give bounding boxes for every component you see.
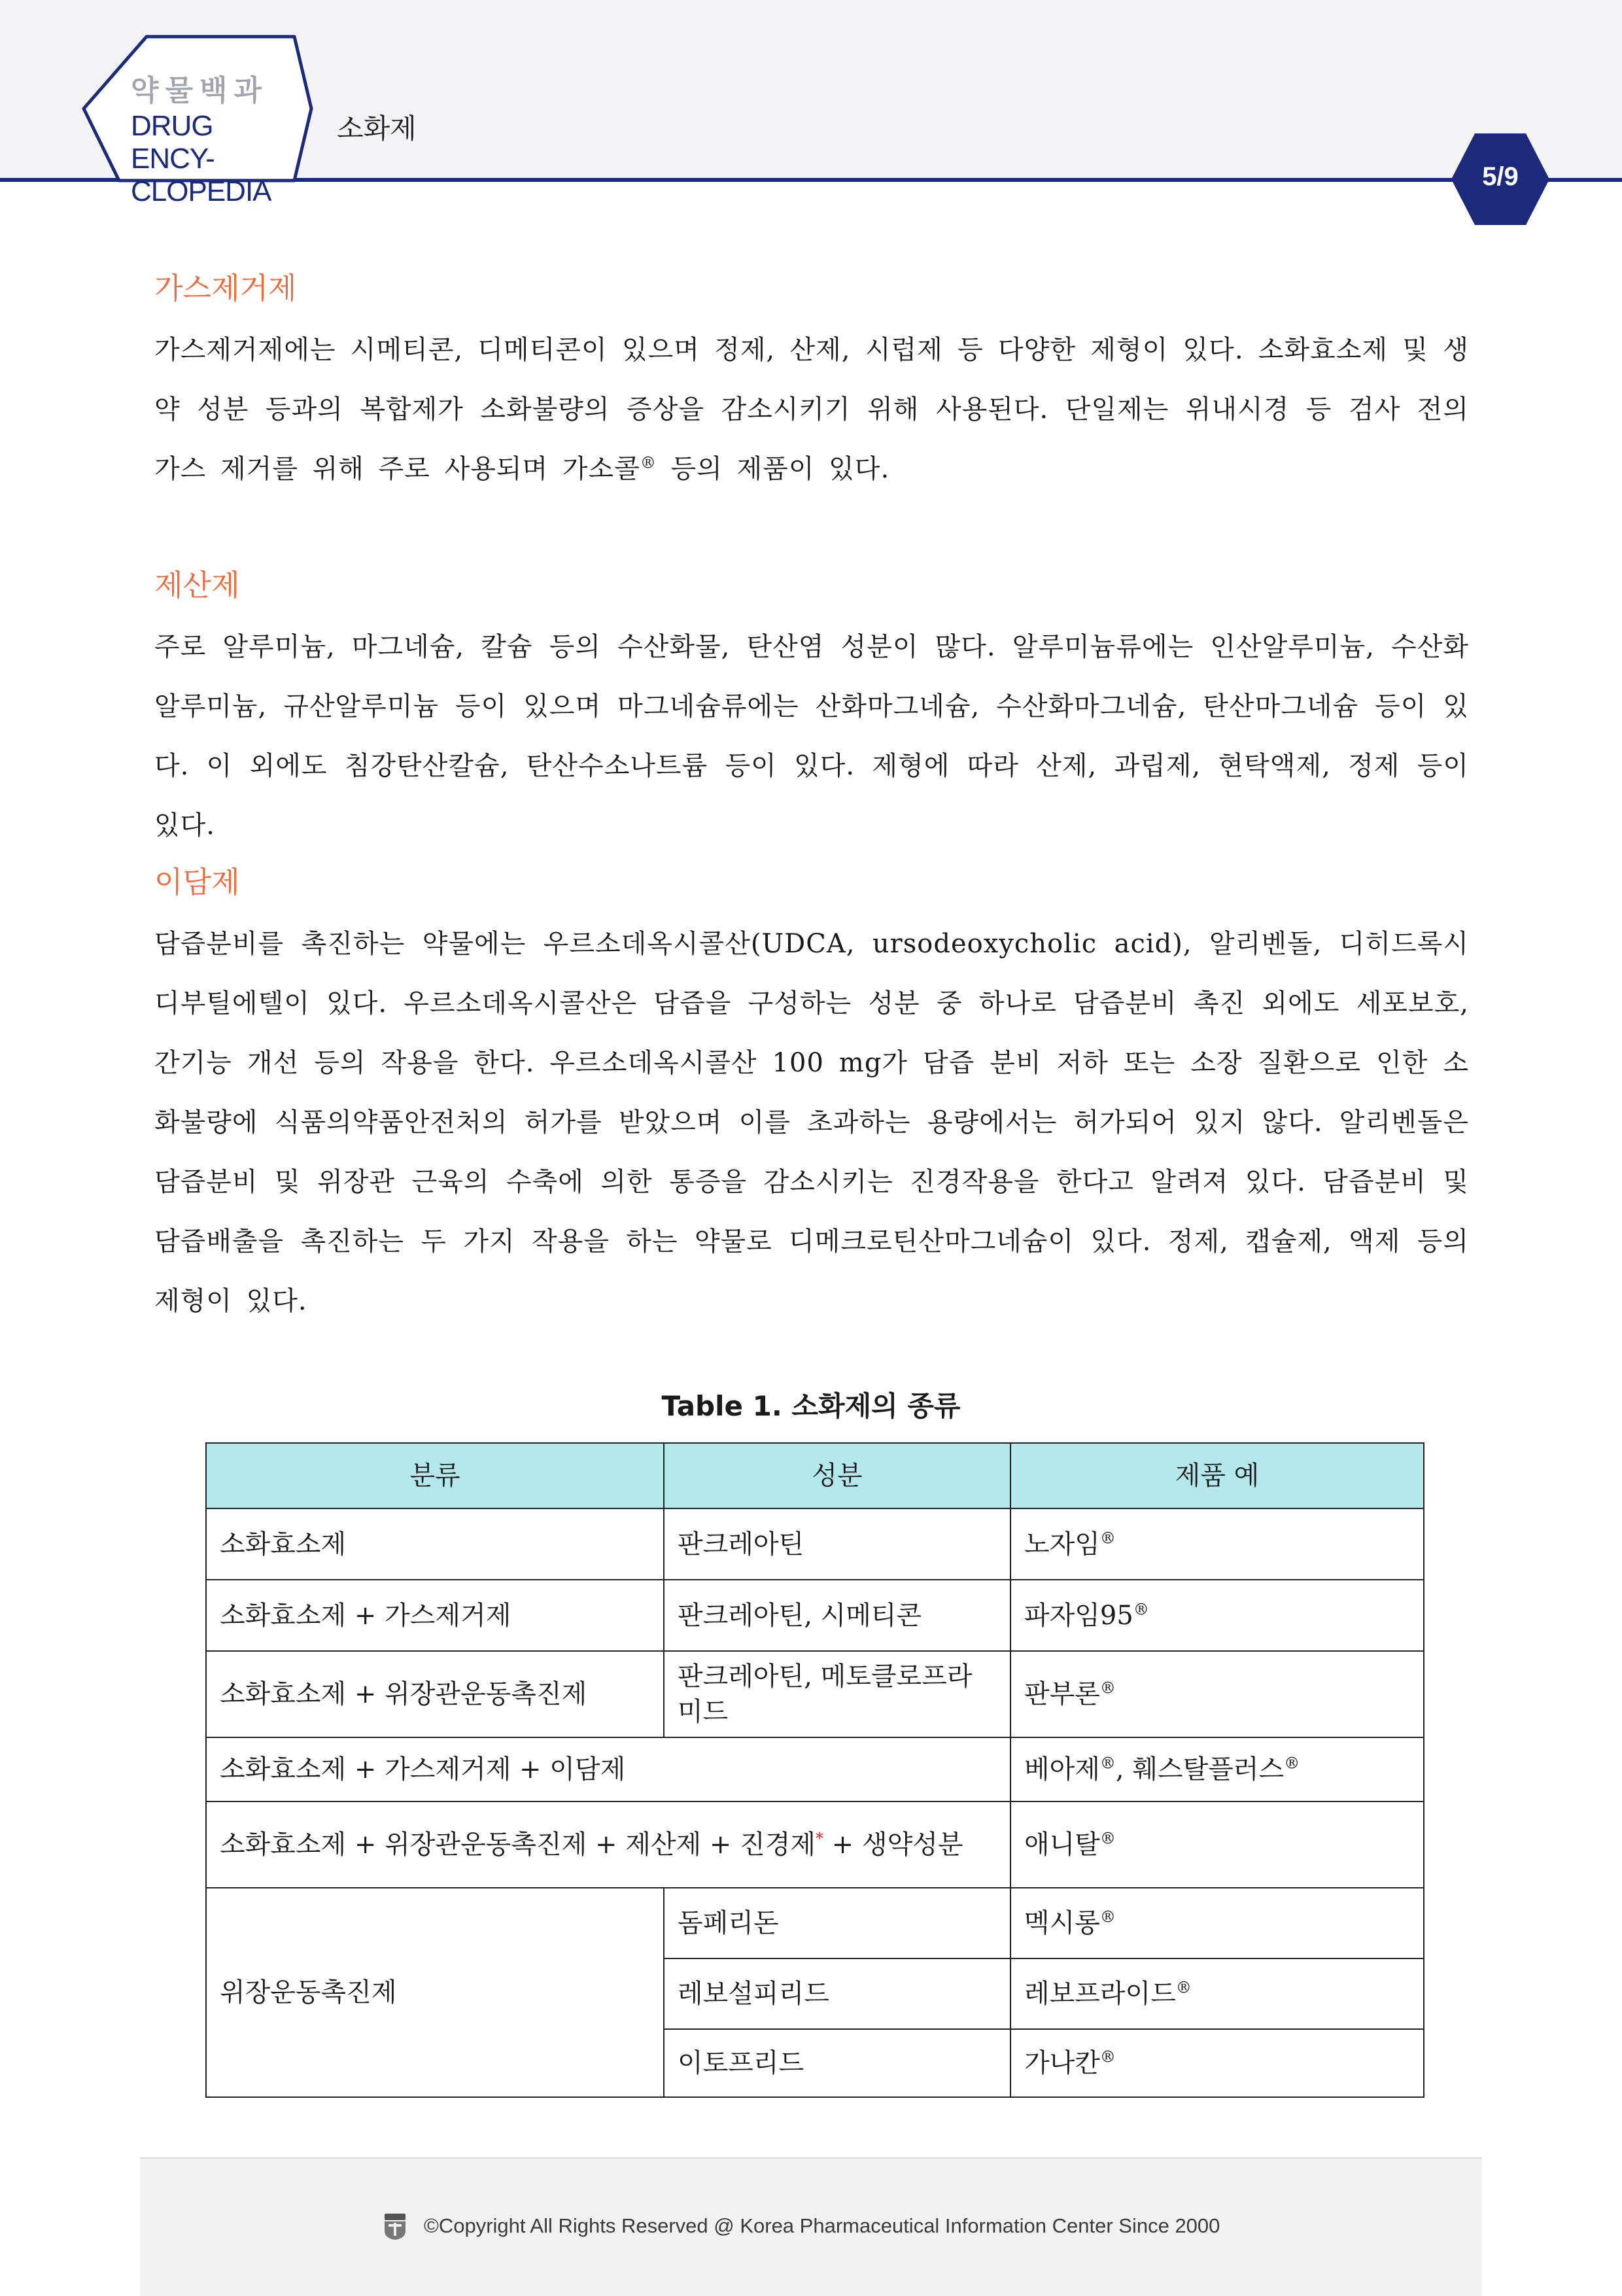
section-heading-antacid: 제산제 bbox=[154, 568, 240, 602]
table-cell-product bbox=[1010, 1651, 1424, 1737]
table-cell-ingredient: 레보설피리드 bbox=[664, 1958, 1010, 2029]
table-cell-category: 소화효소제 + 가스제거제 + 이담제 bbox=[206, 1737, 1010, 1801]
footnote-asterisk: * bbox=[816, 1829, 823, 1848]
table-cell-product bbox=[1010, 1888, 1424, 1958]
table-cell-product bbox=[1010, 2029, 1424, 2097]
table-cell-category: 위장운동촉진제 bbox=[206, 1888, 664, 2097]
product-name: 베아제 bbox=[1024, 1754, 1100, 1784]
table-cell-category: 소화효소제 + 가스제거제 bbox=[206, 1580, 664, 1651]
section-body-text: 가스제거제에는 시메티콘, 디메티콘이 있으며 정제, 산제, 시럽제 등 다양한 제형이 있다. 소화효소제 및 생약 성분 등과의 복합제가 소화불량의 증상을 감소시키기 위해 사용된다. 단일제는 위내시경 등 검사 전의 가스 제거를 위해 주로 사용되며 가소콜 bbox=[154, 335, 1469, 484]
table-header-row bbox=[206, 1443, 1424, 1508]
table-row bbox=[206, 1737, 1424, 1801]
institution-emblem-icon bbox=[382, 2212, 408, 2241]
table-cell-category: 소화효소제 bbox=[206, 1508, 664, 1580]
registered-mark: ® bbox=[640, 453, 657, 472]
section-body-antacid: 주로 알루미늄, 마그네슘, 칼슘 등의 수산화물, 탄산염 성분이 많다. 알루미늄류에는 인산알루미늄, 수산화알루미늄, 규산알루미늄 등이 있으며 마그네슘류에는 산화마그네슘, 수산화마그네슘, 탄산마그네슘 등이 있다. 이 외에도 침강탄산칼슘, 탄산수소나트륨 등이 있다. 제형에 따라 산제, 과립제, 현탁액제, 정제 등이 있다. bbox=[154, 632, 1469, 841]
copyright-notice: ©Copyright All Rights Reserved @ Korea Pharmaceutical Information Center Since 2000 bbox=[424, 2214, 1220, 2237]
table-cell-ingredient: 돔페리돈 bbox=[664, 1888, 1010, 1958]
product-name: 멕시롱 bbox=[1024, 1908, 1100, 1938]
column-header-ingredient: 성분 bbox=[664, 1443, 1010, 1508]
table-caption: Table 1. 소화제의 종류 bbox=[661, 1390, 961, 1422]
registered-mark: ® bbox=[1099, 1679, 1116, 1697]
product-name: 훼스탈플러스 bbox=[1132, 1754, 1285, 1784]
table-row bbox=[206, 1508, 1424, 1580]
registered-mark: ® bbox=[1099, 1529, 1116, 1548]
section-heading-choleretic: 이담제 bbox=[154, 865, 240, 899]
table-cell-category bbox=[206, 1801, 1010, 1888]
table-cell-product bbox=[1010, 1737, 1424, 1801]
registered-mark: ® bbox=[1099, 2047, 1116, 2066]
product-name: 노자임 bbox=[1024, 1529, 1100, 1559]
table-cell-ingredient: 판크레아틴 bbox=[664, 1508, 1010, 1580]
table-cell-ingredient: 이토프리드 bbox=[664, 2029, 1010, 2097]
table-cell-category: 소화효소제 + 위장관운동촉진제 bbox=[206, 1651, 664, 1737]
registered-mark: ® bbox=[1099, 1829, 1116, 1848]
column-header-product: 제품 예 bbox=[1010, 1443, 1424, 1508]
table-cell-ingredient: 판크레아틴, 메토클로프라미드 bbox=[664, 1651, 1010, 1737]
page-indicator: 5/9 bbox=[1482, 162, 1519, 191]
table-row bbox=[206, 1651, 1424, 1737]
table-row bbox=[206, 1801, 1424, 1888]
table-cell-product bbox=[1010, 1958, 1424, 2029]
page-title: 소화제 bbox=[337, 113, 417, 145]
section-body-choleretic: 담즙분비를 촉진하는 약물에는 우르소데옥시콜산(UDCA, ursodeoxycholic acid), 알리벤돌, 디히드록시디부틸에텔이 있다. 우르소데옥시콜산은 담즙을 구성하는 성분 중 하나로 담즙분비 촉진 외에도 세포보호, 간기능 개선 등의 작용을 한다. 우르소데옥시콜산 100 mg가 담즙 분비 저하 또는 소장 질환으로 인한 소화불량에 식품의약품안전처의 허가를 받았으며 이를 초과하는 용량에서는 허가되어 있지 않다. 알리벤돌은 담즙분비 및 위장관 근육의 수축에 의한 통증을 감소시키는 진경작용을 한다고 알려져 있다. 담즙분비 및 담즙배출을 촉진하는 두 가지 작용을 하는 약물로 디메크로틴산마그네슘이 있다. 정제, 캡슐제, 액제 등의 제형이 있다. bbox=[154, 929, 1469, 1316]
product-name: 파자임95 bbox=[1024, 1600, 1133, 1631]
logo-korean-title: 약물백과 bbox=[131, 74, 269, 107]
logo-english-title: DRUG ENCY- CLOPEDIA bbox=[131, 110, 271, 207]
product-separator: , bbox=[1115, 1754, 1133, 1784]
table-cell-product bbox=[1010, 1580, 1424, 1651]
category-text: 소화효소제 + 위장관운동촉진제 + 제산제 + 진경제 bbox=[220, 1830, 816, 1860]
section-body-gas-remover bbox=[154, 321, 1469, 499]
registered-mark: ® bbox=[1175, 1978, 1192, 1997]
section-body-text: 등의 제품이 있다. bbox=[656, 454, 890, 484]
registered-mark: ® bbox=[1099, 1907, 1116, 1926]
product-name: 가나칸 bbox=[1024, 2048, 1100, 2078]
table-cell-product bbox=[1010, 1801, 1424, 1888]
category-text: + 생약성분 bbox=[823, 1830, 963, 1860]
product-name: 애니탈 bbox=[1024, 1830, 1100, 1860]
product-name: 판부론 bbox=[1024, 1679, 1100, 1709]
registered-mark: ® bbox=[1099, 1754, 1116, 1773]
table-cell-ingredient: 판크레아틴, 시메티콘 bbox=[664, 1580, 1010, 1651]
product-name: 레보프라이드 bbox=[1024, 1979, 1176, 2009]
table-row bbox=[206, 1580, 1424, 1651]
table-cell-product bbox=[1010, 1508, 1424, 1580]
digestive-drug-table bbox=[205, 1442, 1424, 2098]
table-row bbox=[206, 1888, 1424, 1958]
column-header-category: 분류 bbox=[206, 1443, 664, 1508]
registered-mark: ® bbox=[1284, 1754, 1300, 1773]
section-heading-gas-remover: 가스제거제 bbox=[154, 271, 297, 305]
registered-mark: ® bbox=[1133, 1600, 1149, 1619]
